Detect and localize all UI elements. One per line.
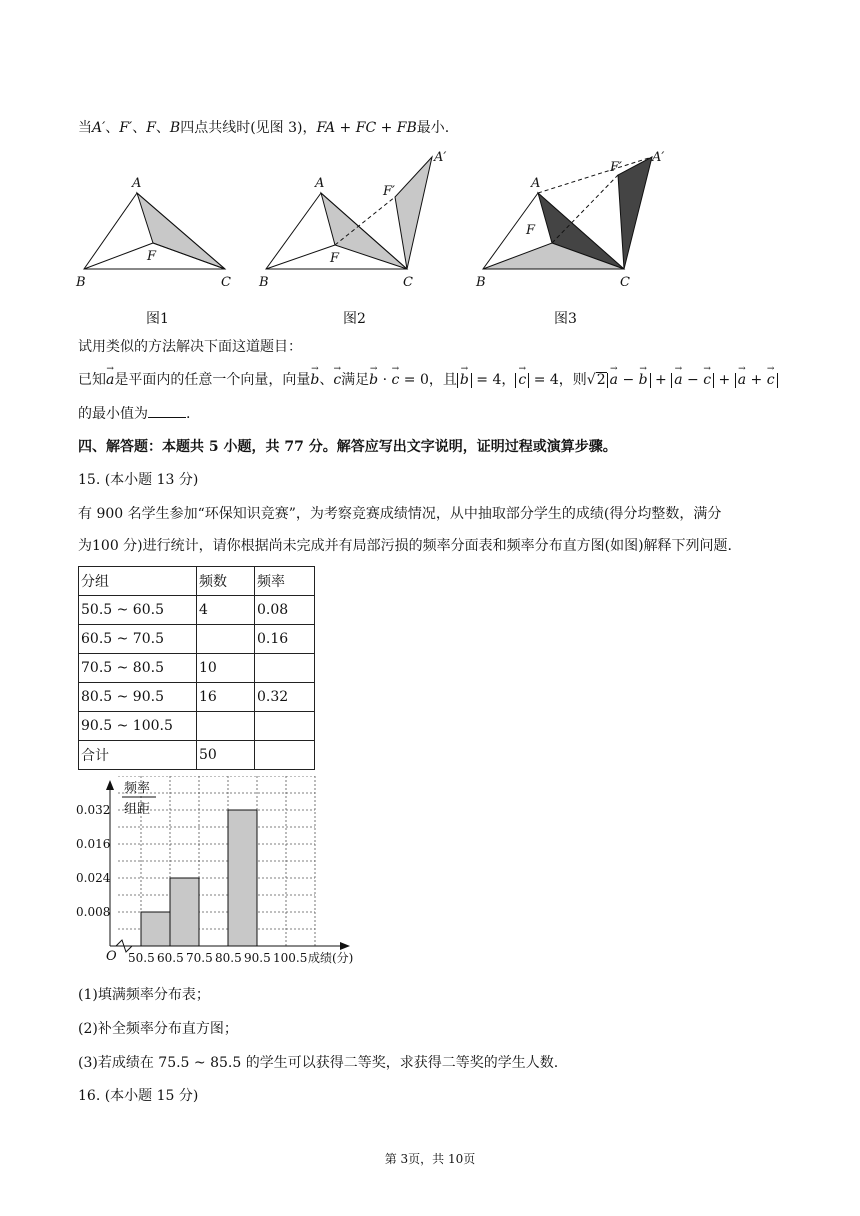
table-cell: 0.08: [255, 596, 315, 625]
fig3-label-c: C: [620, 275, 630, 290]
q14-text: 已知: [78, 372, 106, 388]
geometry-figures: [0, 145, 860, 335]
minus: −: [618, 372, 639, 388]
table-cell: 70.5 ~ 80.5: [79, 654, 197, 683]
fig1-caption: 图1: [146, 311, 169, 327]
y-tick-label: 0.016: [76, 837, 111, 851]
plus: +: [714, 372, 735, 388]
label-f-prime: F′: [119, 120, 133, 136]
period: .: [186, 406, 191, 422]
vec-c: → c: [703, 373, 711, 388]
y-label-numerator: 频率: [124, 781, 151, 796]
figure-1: [75, 176, 231, 290]
vec-c: → c: [767, 373, 775, 388]
table-header-cell: 频率: [255, 567, 315, 596]
label-a-prime: A′: [92, 120, 106, 136]
table-cell: 16: [197, 683, 255, 712]
vec-c: → c: [392, 370, 400, 390]
figure-2: [258, 150, 446, 290]
abs-a-plus-c: [735, 373, 778, 388]
plus: +: [746, 372, 767, 388]
table-row: [79, 654, 315, 683]
q15-text-line1: 有 900 名学生参加“环保知识竞赛”，为考察竞赛成绩情况，从中抽取部分学生的成绩(得分均整数，满分: [78, 506, 722, 522]
sep: 、: [105, 120, 120, 136]
frequency-histogram: [74, 776, 374, 966]
vec-a: → a: [738, 373, 746, 388]
intro-line: [78, 118, 449, 138]
label-b: B: [169, 120, 181, 136]
intro-expression: FA + FC + FB: [316, 120, 417, 136]
intro-text-2: 四点共线时(见图 3)，: [180, 120, 317, 136]
table-row: [79, 712, 315, 741]
section-4-header: 四、解答题：本题共 5 小题，共 77 分。解答应写出文字说明，证明过程或演算步骤。: [78, 439, 617, 455]
figure-3: [475, 150, 664, 290]
vec-b: → b: [639, 373, 648, 388]
intro-text-1: 当: [78, 120, 92, 136]
q15-text-line2: 为100 分)进行统计，请你根据尚未完成并有局部污损的频率分面表和频率分布直方图(如图)解释下列问题.: [78, 538, 733, 554]
fig3-label-f: F: [526, 223, 536, 238]
fig2-label-a: A: [315, 176, 325, 191]
y-tick-label: 0.032: [76, 803, 111, 817]
dot: ·: [378, 372, 392, 388]
vec-b: → b: [310, 370, 319, 390]
fig3-label-a: A: [531, 176, 541, 191]
q15-header: 15. (本小题 13 分): [78, 472, 199, 488]
q14-text: = 4，则: [529, 372, 587, 388]
table-cell: 50.5 ~ 60.5: [79, 596, 197, 625]
abs-b: [457, 373, 472, 388]
x-tick-label: 80.5: [215, 951, 242, 965]
vec-b: → b: [369, 370, 378, 390]
table-cell: 50: [197, 741, 255, 770]
vec-a: → a: [610, 373, 618, 388]
q15-sub3: (3)若成绩在 75.5 ~ 85.5 的学生可以获得二等奖，求获得二等奖的学生人数.: [78, 1055, 559, 1071]
abs-a-minus-c: [671, 373, 714, 388]
fig2-label-f: F: [330, 251, 340, 266]
minus: −: [682, 372, 704, 388]
histogram-bar: [228, 810, 257, 946]
fig3-label-b: B: [476, 275, 486, 290]
vec-c: → c: [333, 370, 341, 390]
y-tick-label: 0.008: [76, 905, 111, 919]
abs-a-minus-b: [607, 373, 651, 388]
table-cell: 0.32: [255, 683, 315, 712]
fig1-label-c: C: [221, 275, 231, 290]
table-cell: [255, 654, 315, 683]
fig3-caption: 图3: [554, 311, 577, 327]
vec-b: → b: [460, 373, 469, 388]
q14-text: = 4，: [471, 372, 516, 388]
fig2-label-a-prime: A′: [434, 150, 447, 165]
table-cell: 80.5 ~ 90.5: [79, 683, 197, 712]
histogram-bar: [141, 912, 170, 946]
table-cell: [255, 741, 315, 770]
fig1-label-b: B: [76, 275, 86, 290]
answer-blank: [148, 405, 186, 418]
fig3-label-a-prime: A′: [652, 150, 665, 165]
table-cell: 10: [197, 654, 255, 683]
origin-label: O: [106, 949, 117, 964]
q15-sub1: (1)填满频率分布表；: [78, 987, 210, 1003]
table-header-row: [79, 567, 315, 596]
vec-a: → a: [674, 373, 682, 388]
fig2-label-b: B: [259, 275, 269, 290]
sqrt-number: 2: [596, 372, 606, 388]
y-axis-arrow: [106, 780, 114, 790]
table-cell: [197, 712, 255, 741]
sep: 、: [155, 120, 170, 136]
q14-text: 满足: [341, 372, 370, 388]
q14-text: 、: [319, 372, 334, 388]
table-cell: [197, 625, 255, 654]
x-tick-label: 50.5: [128, 951, 155, 965]
table-row: [79, 596, 315, 625]
fig1-label-a: A: [132, 176, 142, 191]
vec-a: → a: [106, 370, 114, 390]
y-tick-label: 0.024: [76, 871, 111, 885]
table-row: [79, 683, 315, 712]
plus: +: [650, 372, 672, 388]
table-header-cell: 频数: [197, 567, 255, 596]
histogram-labels: [76, 780, 353, 965]
vec-c: → c: [518, 373, 526, 388]
histogram-bar: [170, 878, 199, 946]
x-tick-label: 60.5: [157, 951, 184, 965]
fig2-label-c: C: [403, 275, 413, 290]
x-tick-label: 90.5: [244, 951, 271, 965]
fig2-caption: 图2: [343, 311, 366, 327]
min-value-line: [78, 404, 190, 424]
q14-text: = 0，且: [399, 372, 457, 388]
x-axis-label: 成绩(分): [308, 951, 354, 965]
table-cell: 0.16: [255, 625, 315, 654]
abs-c: [515, 373, 529, 388]
q14-text: 是平面内的任意一个向量，向量: [114, 372, 311, 388]
fig2-label-f-prime: F′: [383, 184, 395, 199]
x-axis-arrow: [340, 942, 350, 950]
x-tick-label: 100.5: [273, 951, 308, 965]
table-cell: 4: [197, 596, 255, 625]
page-footer: 第 3页，共 10页: [384, 1152, 476, 1166]
vector-problem-line: [78, 370, 778, 390]
label-f: F: [146, 120, 156, 136]
fig3-label-f-prime: F′: [610, 160, 622, 175]
fig1-label-f: F: [147, 249, 157, 264]
q14-text: 的最小值为: [78, 406, 148, 422]
x-tick-label: 70.5: [186, 951, 213, 965]
sqrt-expression: √2: [586, 372, 606, 388]
sep: 、: [132, 120, 147, 136]
y-label-denominator: 组距: [124, 802, 151, 817]
table-cell: 合计: [79, 741, 197, 770]
table-cell: 90.5 ~ 100.5: [79, 712, 197, 741]
q16-header: 16. (本小题 15 分): [78, 1088, 199, 1104]
table-row: [79, 625, 315, 654]
try-line: 试用类似的方法解决下面这道题目：: [78, 339, 302, 355]
intro-text-3: 最小.: [416, 120, 450, 136]
q15-sub2: (2)补全频率分布直方图；: [78, 1021, 238, 1037]
table-header-cell: 分组: [79, 567, 197, 596]
frequency-table: [78, 566, 315, 770]
table-cell: 60.5 ~ 70.5: [79, 625, 197, 654]
table-row: [79, 741, 315, 770]
table-cell: [255, 712, 315, 741]
